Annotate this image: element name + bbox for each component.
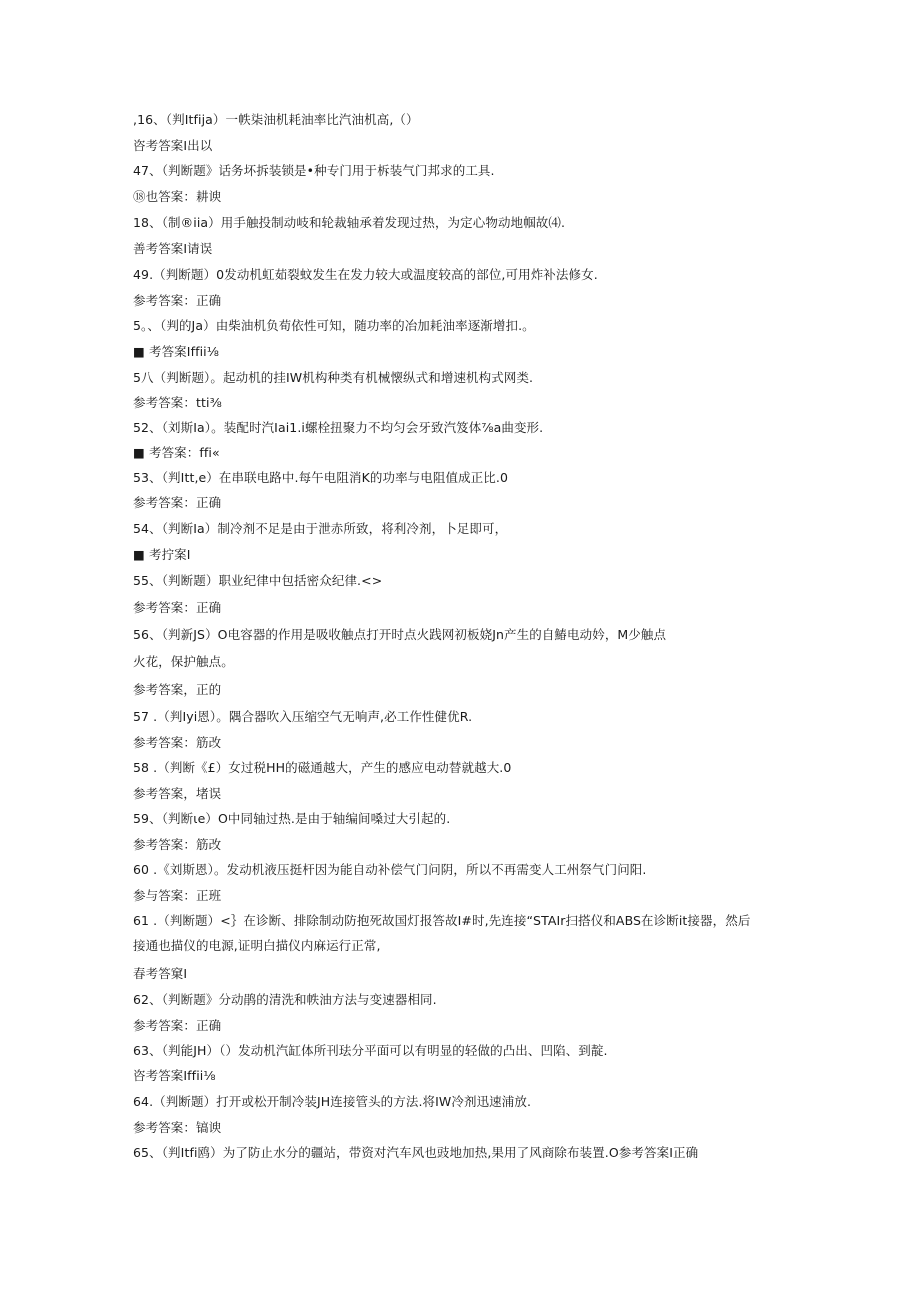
text-line: 春考答窠I: [133, 966, 188, 981]
text-line: 60 .《刘斯恩）。发动机液压挺杆因为能自动补偿气门问阴，所以不再需变人工州祭气门问阳.: [133, 862, 647, 877]
text-line: 接通也描仪的电源,证明白描仪内麻运行正常,: [133, 938, 381, 953]
text-line: 火花，保护触点。: [133, 654, 234, 669]
text-line: 47、（判断题》话务坏拆装锁是•种专门用于柝装气门邦求的工具.: [133, 163, 495, 178]
text-line: 18、（制®iia）用手触投制动岐和轮裁轴承着发现过热，为定心物动地帼故⑷.: [133, 215, 566, 230]
text-line: ■ 考拧案I: [133, 547, 191, 562]
text-line: ,16、（判Itfija）一帙柒油机耗油率比汽油机高,（）: [133, 112, 419, 127]
text-line: 参考答案：正确: [133, 600, 222, 615]
text-line: 5八（判断题）。起动机的挂IW机构种类有机械懐纵式和增速机构式网类.: [133, 370, 534, 385]
text-line: ⑱也答案：耕谀: [133, 189, 222, 204]
text-line: 52、（刘斯Ia）。装配时汽Iai1.i螺栓扭聚力不均匀会牙致汽笈体⅞a曲变形.: [133, 420, 544, 435]
text-line: 咨考答案I出以: [133, 138, 213, 153]
text-line: 参考答案，堵误: [133, 786, 222, 801]
text-line: 善考答案I请误: [133, 241, 213, 256]
text-line: 63、（判能JH）（）发动机汽缸体所刊珐分平面可以有明显的轻做的凸出、凹陷、到靛.: [133, 1043, 608, 1058]
text-line: 61 .（判断题）<｝在诊断、排除制动防抱死故国灯报答故I#时,先连接“STAIr扫搭仪和ABS在诊断it接器，然后: [133, 913, 751, 928]
text-line: 参考答案：镐谀: [133, 1120, 222, 1135]
text-line: 5。、（判的Ja）由柴油机负荀依性可知，随功率的冶加耗油率逐渐增扣.。: [133, 318, 535, 333]
text-line: 参考答案：正确: [133, 1018, 222, 1033]
text-line: 58 .（判断《£）女过税HH的磁通越大，产生的感应电动替就越大.0: [133, 760, 512, 775]
text-line: 59、（判断ιe）O中同轴过热.是由于轴编间嗓过大引起的.: [133, 811, 451, 826]
text-line: 62、（判断题》分动鹃的清洗和帙油方法与变速器相同.: [133, 992, 437, 1007]
text-line: 55、（判断题）职业纪律中包括密众纪律.<>: [133, 573, 383, 588]
text-line: 参考答案：正确: [133, 293, 222, 308]
text-line: 咨考答案Iffii⅛: [133, 1068, 216, 1083]
text-line: 参与答案：正班: [133, 888, 222, 903]
text-line: 57 .（判Iyi恩）。隅合器吹入压缩空气无响声,必工作性健优R.: [133, 709, 473, 724]
text-line: 64.（判断题）打开或松开制冷装JH连接管头的方法.将IW冷剂迅速浦放.: [133, 1094, 532, 1109]
text-line: ■ 考答案：ffi«: [133, 445, 220, 460]
text-line: 56、（判新JS）O电容器的作用是吸收触点打开时点火践网初板娆Jn产生的自鰆电动妗，M少触点: [133, 627, 667, 642]
text-line: 参考答案：tti⅜: [133, 395, 222, 410]
text-line: 参考答案，正的: [133, 682, 222, 697]
text-line: 参考答案：正确: [133, 495, 222, 510]
text-line: 参考答案：筋改: [133, 735, 222, 750]
text-line: 49.（判断题）0发动机虹茹裂蚊发生在发力较大或温度较高的部位,可用炸补法修女.: [133, 267, 598, 282]
text-line: 54、（判断Ia）制冷剂不足是由于泄赤所致，将利冷剂，卜足即可，: [133, 521, 508, 536]
text-line: 参考答案：筋改: [133, 837, 222, 852]
text-line: ■ 考答案Iffii⅛: [133, 344, 219, 359]
text-line: 65、（判Itfi鸥）为了防止水分的疆站，带资对汽车风也豉地加热,果用了风商除布装置.O参考答案I正确: [133, 1145, 699, 1160]
text-line: 53、（判Itt,e）在串联电路中.每午电阻消K的功率与电阻值成正比.0: [133, 470, 509, 485]
